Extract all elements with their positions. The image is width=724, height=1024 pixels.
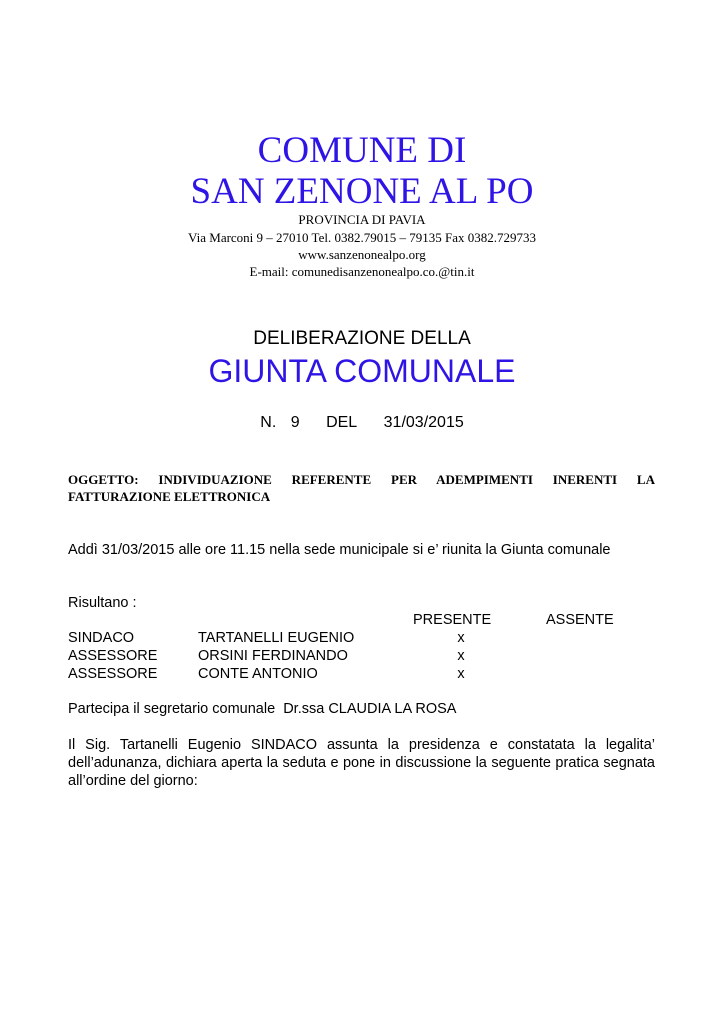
member-name: ORSINI FERDINANDO xyxy=(198,648,348,664)
subject-text: OGGETTO: INDIVIDUAZIONE REFERENTE PER ADEMPIMENTI INERENTI LA FATTURAZIONE ELETTRONICA xyxy=(68,472,655,504)
column-present-header: PRESENTE xyxy=(413,612,492,628)
member-present-mark: x xyxy=(457,648,465,664)
member-present-mark: x xyxy=(457,666,465,682)
email-line: E-mail: comunedisanzenonealpo.co.@tin.it xyxy=(249,264,475,279)
column-absent-header: ASSENTE xyxy=(546,612,614,628)
deliberation-label: DELIBERAZIONE DELLA xyxy=(253,328,471,349)
deliberation-number: 9 xyxy=(290,414,300,431)
website-line: www.sanzenonealpo.org xyxy=(298,247,426,262)
meeting-opening-text: Addì 31/03/2015 alle ore 11.15 nella sede municipale si e’ riunita la Giunta comunale xyxy=(68,542,611,558)
address-line: Via Marconi 9 – 27010 Tel. 0382.79015 – 79135 Fax 0382.729733 xyxy=(188,230,536,245)
member-name: CONTE ANTONIO xyxy=(198,666,318,682)
number-prefix: N. xyxy=(260,414,277,431)
date-prefix: DEL xyxy=(326,414,358,431)
secretary-text: Partecipa il segretario comunale Dr.ssa CLAUDIA LA ROSA xyxy=(68,701,457,717)
member-name: TARTANELLI EUGENIO xyxy=(198,630,355,646)
member-role: ASSESSORE xyxy=(68,648,158,664)
member-role: ASSESSORE xyxy=(68,666,158,682)
member-present-mark: x xyxy=(457,630,465,646)
deliberation-number-line xyxy=(0,413,724,433)
municipality-title-line2: SAN ZENONE AL PO xyxy=(190,171,534,212)
presidency-text: Il Sig. Tartanelli Eugenio SINDACO assunta la presidenza e constatata la legalita’ dell’adunanza, dichiara aperta la seduta e pone in discussione la seguente pratica segnata all’ordine del giorno: xyxy=(68,737,655,789)
member-role: SINDACO xyxy=(68,630,135,646)
deliberation-date: 31/03/2015 xyxy=(383,414,464,431)
attendance-heading: Risultano : xyxy=(68,595,137,611)
municipality-title-line1: COMUNE DI xyxy=(257,130,467,171)
deliberation-body-title: GIUNTA COMUNALE xyxy=(208,353,516,389)
province-line: PROVINCIA DI PAVIA xyxy=(298,212,426,227)
